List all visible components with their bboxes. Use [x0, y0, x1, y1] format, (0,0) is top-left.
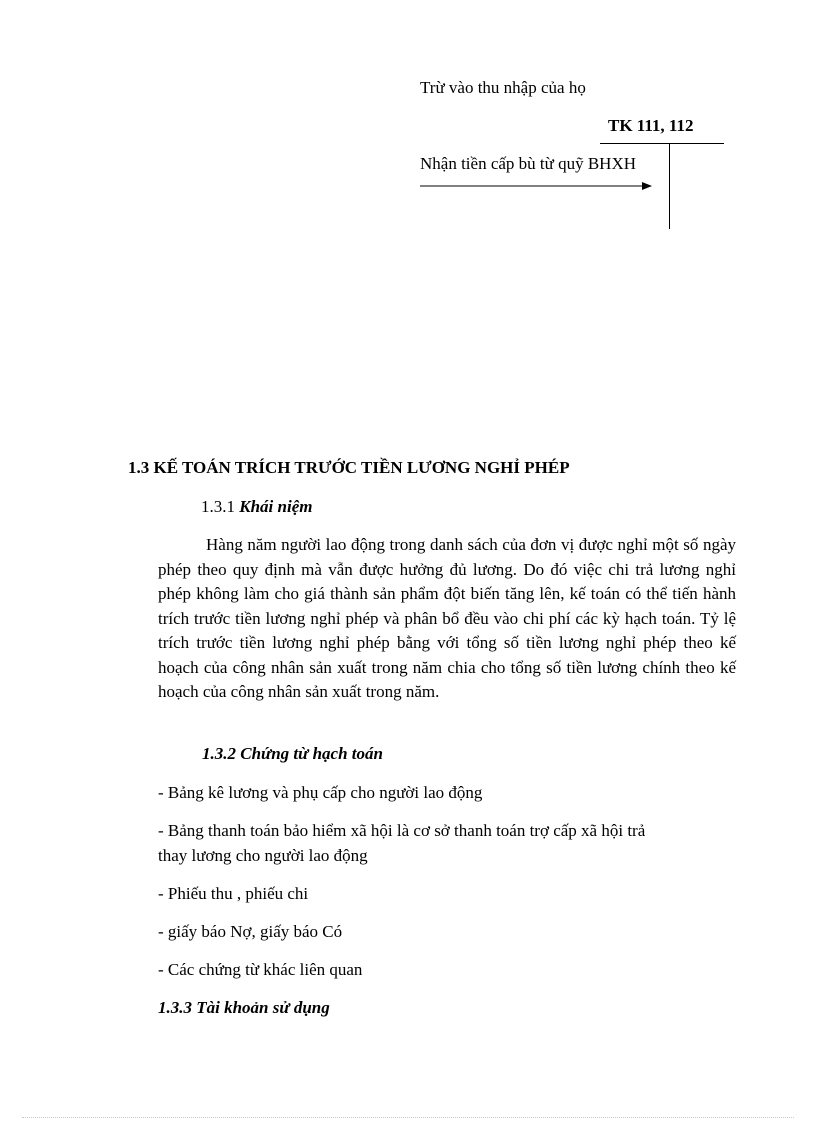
subsection-2-title: 1.3.2 Chứng từ hạch toán — [202, 744, 383, 763]
subsection-3-title: 1.3.3 Tài khoản sử dụng — [158, 998, 330, 1017]
receive-bhxh-label: Nhận tiền cấp bù từ quỹ BHXH — [420, 154, 637, 173]
document-item-2-line-2: thay lương cho người lao động — [158, 846, 368, 865]
document-item-3: - Phiếu thu , phiếu chi — [158, 884, 309, 903]
document-item-4: - giấy báo Nợ, giấy báo Có — [158, 922, 343, 941]
deduct-income-label: Trừ vào thu nhập của họ — [420, 78, 586, 97]
subsection-1-title: Khái niệm — [239, 497, 313, 516]
document-item-1: - Bảng kê lương và phụ cấp cho người lao động — [158, 783, 483, 802]
subsection-1-number: 1.3.1 — [201, 497, 235, 516]
document-item-5: - Các chứng từ khác liên quan — [158, 960, 363, 979]
section-number: 1.3 — [128, 458, 150, 477]
subsection-1-heading — [201, 497, 312, 517]
section-heading — [128, 458, 570, 478]
t-account-horizontal-line — [600, 143, 724, 144]
section-title: KẾ TOÁN TRÍCH TRƯỚC TIỀN LƯƠNG NGHỈ PHÉP — [153, 458, 570, 477]
concept-paragraph: Hàng năm người lao động trong danh sách của đơn vị được nghỉ một số ngày phép theo quy định mà vẫn được hưởng đủ lương. Do đó việc chi trả lương nghỉ phép không làm cho giá thành sản phẩm đột biến tăng lên, kế toán có thể tiến hành trích trước tiền lương nghỉ phép và phân bổ đều vào chi phí các kỳ hạch toán. Tỷ lệ trích trước tiền lương nghỉ phép bằng với tổng số tiền lương nghỉ phép theo kế hoạch của công nhân sản xuất trong năm chia cho tổng số tiền lương chính theo kế hoạch của công nhân sản xuất trong năm. — [158, 535, 736, 701]
account-tk-111-112: TK 111, 112 — [608, 116, 694, 135]
t-account-vertical-line — [669, 143, 670, 229]
page-bottom-divider — [22, 1117, 794, 1118]
right-arrow-icon — [418, 180, 654, 192]
document-item-2-line-1: - Bảng thanh toán bảo hiểm xã hội là cơ sở thanh toán trợ cấp xã hội trả — [158, 821, 646, 840]
